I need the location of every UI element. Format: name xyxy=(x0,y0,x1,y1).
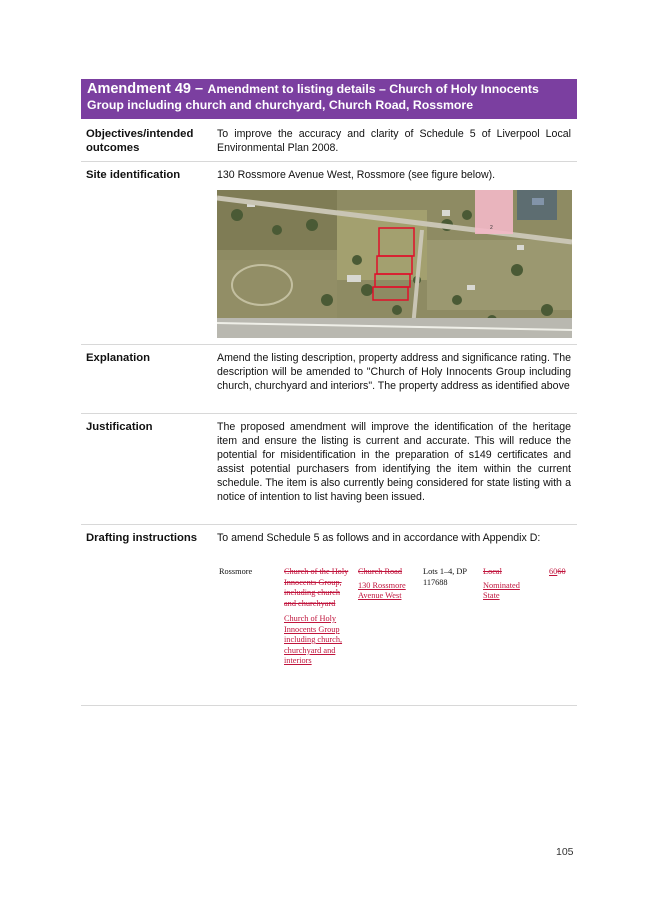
justification-row xyxy=(81,414,577,525)
justification-label: Justification xyxy=(86,421,153,433)
map-field-c xyxy=(427,240,572,310)
amendment-number: Amendment 49 – xyxy=(87,81,204,97)
explanation-label: Explanation xyxy=(86,352,151,364)
objectives-row xyxy=(81,121,577,162)
page-number: 105 xyxy=(556,846,574,858)
schedule-item-number-inserted: 60 xyxy=(549,567,558,576)
schedule-significance-column xyxy=(483,567,535,602)
drafting-row xyxy=(81,525,577,706)
schedule-suburb: Rossmore xyxy=(219,567,253,576)
schedule-lots: Lots 1–4, DP 117688 xyxy=(423,567,467,587)
site-text: 130 Rossmore Avenue West, Rossmore (see figure below). xyxy=(217,169,496,181)
site-label: Site identification xyxy=(86,169,181,181)
schedule-item-inserted: Church of Holy Innocents Group including church, churchyard and interiors xyxy=(284,614,343,665)
schedule-address-column xyxy=(358,567,416,602)
drafting-label: Drafting instructions xyxy=(86,532,198,544)
schedule-address-inserted: 130 Rossmore Avenue West xyxy=(358,580,406,600)
justification-text: The proposed amendment will improve the identification of the heritage item and ensure the listing is current and accurate. This will reduce the potential for misidentification in the preparation of s149 certificates and assist potential purchasers from identifying the item within the current schedule. The item is also currently being considered for state listing with a notice of intention to list having been issued. xyxy=(217,421,571,503)
schedule-item-column xyxy=(284,567,350,667)
explanation-row xyxy=(81,345,577,414)
map-shaded-area xyxy=(475,190,513,234)
schedule-item-number-deleted: 60 xyxy=(557,567,566,576)
aerial-map-svg xyxy=(217,190,572,338)
schedule-item-deleted: Church of the Holy Innocents Group, including church and churchyard xyxy=(284,567,349,608)
map-field-d xyxy=(217,260,337,320)
schedule-address-deleted: Church Road xyxy=(358,567,403,576)
objectives-label: Objectives/intended outcomes xyxy=(86,128,194,154)
schedule-significance-inserted: Nominated State xyxy=(483,580,520,600)
amendment-banner xyxy=(81,79,577,119)
amendment-title: Amendment to listing details – Church of Holy Innocents Group including church and churchyard, Church Road, Rossmore xyxy=(87,82,539,112)
schedule-significance-deleted: Local xyxy=(483,567,502,576)
aerial-map-image xyxy=(217,190,572,338)
drafting-text: To amend Schedule 5 as follows and in accordance with Appendix D: xyxy=(217,532,541,544)
map-water xyxy=(517,190,557,220)
site-identification-row xyxy=(81,162,577,345)
schedule-item-number xyxy=(549,567,575,578)
map-lot-label: 2 xyxy=(490,225,493,231)
objectives-text: To improve the accuracy and clarity of Schedule 5 of Liverpool Local Environmental Plan 2008. xyxy=(217,128,571,154)
explanation-text: Amend the listing description, property address and significance rating. The description will be amended to "Church of Holy Innocents Group including church, churchyard and interiors". The property address as identified above xyxy=(217,352,571,392)
